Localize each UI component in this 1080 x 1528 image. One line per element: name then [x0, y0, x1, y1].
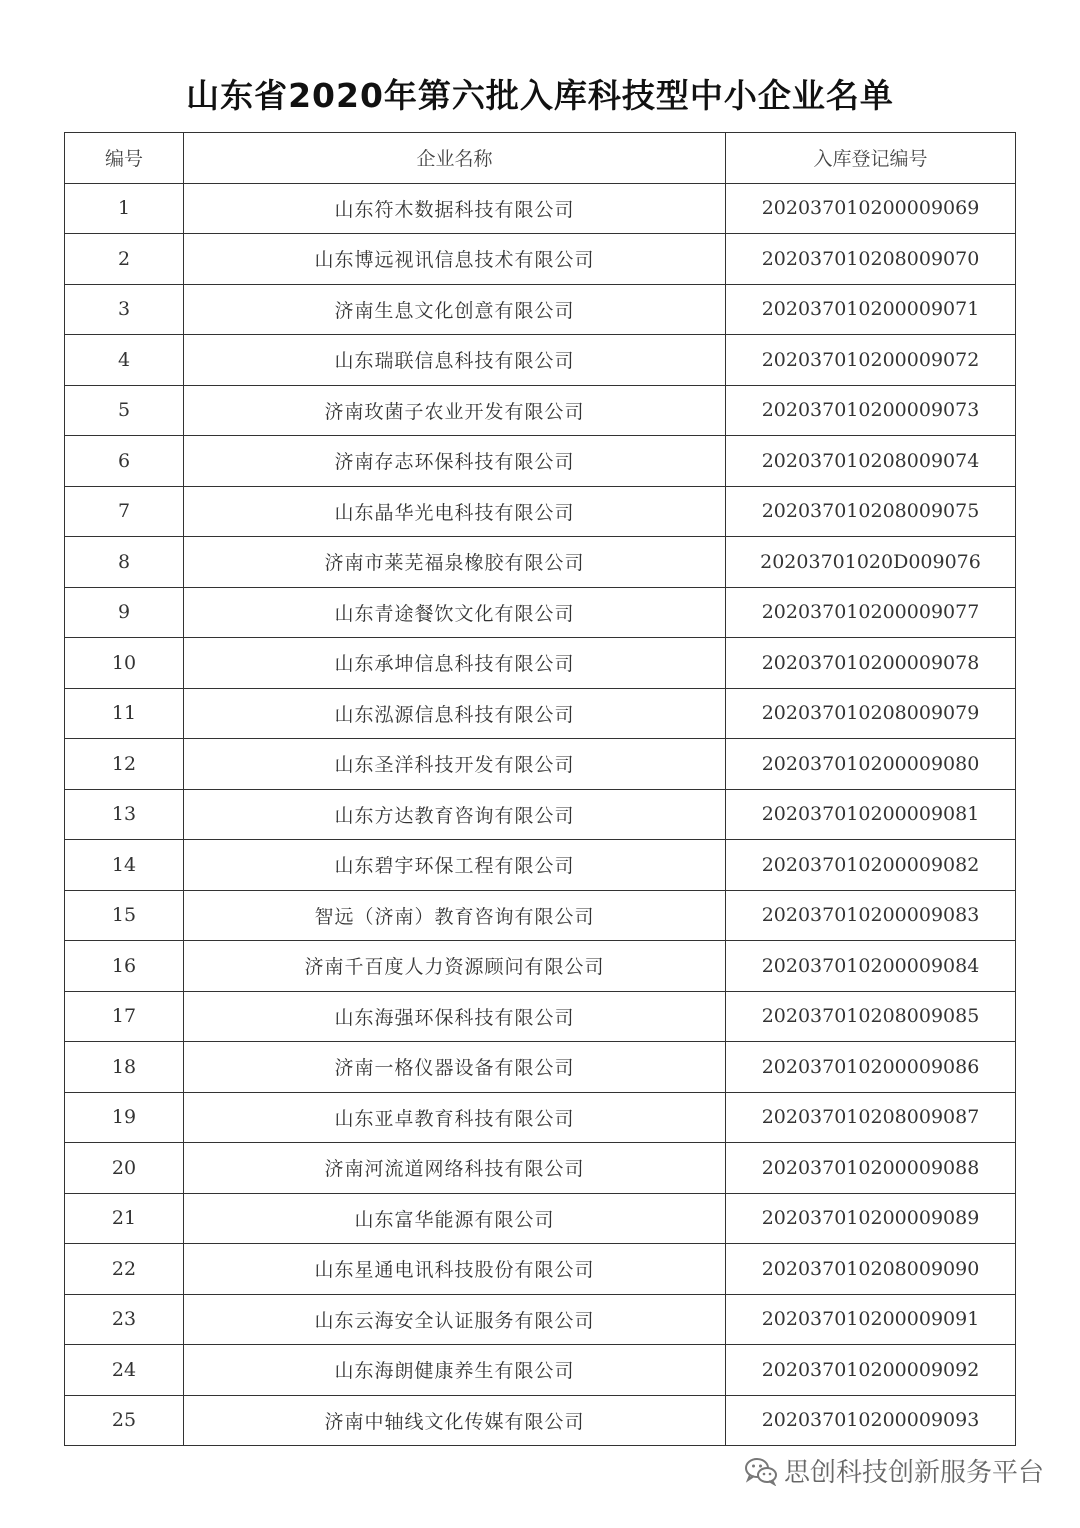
company-name: 山东承坤信息科技有限公司 [184, 638, 726, 689]
registration-number: 202037010200009083 [726, 890, 1016, 941]
table-row [65, 385, 1016, 436]
company-name: 山东亚卓教育科技有限公司 [184, 1092, 726, 1143]
row-number: 14 [65, 840, 184, 891]
row-number: 6 [65, 436, 184, 487]
registration-number: 202037010208009070 [726, 234, 1016, 285]
header-number: 编号 [65, 133, 184, 184]
company-name: 山东泓源信息科技有限公司 [184, 688, 726, 739]
registration-number: 202037010200009091 [726, 1294, 1016, 1345]
watermark-text: 思创科技创新服务平台 [783, 1458, 1044, 1488]
table-row [65, 234, 1016, 285]
registration-number: 202037010208009075 [726, 486, 1016, 537]
company-name: 山东海强环保科技有限公司 [184, 991, 726, 1042]
table-row [65, 789, 1016, 840]
company-name: 山东圣洋科技开发有限公司 [184, 739, 726, 790]
table-header-row [65, 133, 1016, 184]
table-row [65, 1092, 1016, 1143]
registration-number: 20203701020D009076 [726, 537, 1016, 588]
row-number: 10 [65, 638, 184, 689]
registration-number: 202037010200009086 [726, 1042, 1016, 1093]
table-row [65, 890, 1016, 941]
registration-number: 202037010200009077 [726, 587, 1016, 638]
company-name: 山东瑞联信息科技有限公司 [184, 335, 726, 386]
table-row [65, 941, 1016, 992]
row-number: 5 [65, 385, 184, 436]
registration-number: 202037010200009081 [726, 789, 1016, 840]
company-list-table [64, 132, 1016, 1446]
registration-number: 202037010208009079 [726, 688, 1016, 739]
row-number: 23 [65, 1294, 184, 1345]
company-name: 济南生息文化创意有限公司 [184, 284, 726, 335]
source-watermark [744, 1452, 1044, 1489]
company-name: 济南千百度人力资源顾问有限公司 [184, 941, 726, 992]
table-row [65, 638, 1016, 689]
table-row [65, 840, 1016, 891]
company-name: 济南中轴线文化传媒有限公司 [184, 1395, 726, 1446]
table-row [65, 1193, 1016, 1244]
row-number: 11 [65, 688, 184, 739]
table-row [65, 335, 1016, 386]
company-name: 山东海朗健康养生有限公司 [184, 1345, 726, 1396]
registration-number: 202037010200009082 [726, 840, 1016, 891]
registration-number: 202037010200009088 [726, 1143, 1016, 1194]
header-registration-number: 入库登记编号 [726, 133, 1016, 184]
table-row [65, 284, 1016, 335]
row-number: 9 [65, 587, 184, 638]
registration-number: 202037010200009080 [726, 739, 1016, 790]
row-number: 17 [65, 991, 184, 1042]
registration-number: 202037010200009072 [726, 335, 1016, 386]
table-row [65, 1042, 1016, 1093]
table-row [65, 183, 1016, 234]
row-number: 21 [65, 1193, 184, 1244]
registration-number: 202037010208009074 [726, 436, 1016, 487]
registration-number: 202037010200009089 [726, 1193, 1016, 1244]
row-number: 2 [65, 234, 184, 285]
registration-number: 202037010200009093 [726, 1395, 1016, 1446]
company-name: 山东云海安全认证服务有限公司 [184, 1294, 726, 1345]
company-name: 山东星通电讯科技股份有限公司 [184, 1244, 726, 1295]
table-row [65, 587, 1016, 638]
row-number: 1 [65, 183, 184, 234]
registration-number: 202037010208009087 [726, 1092, 1016, 1143]
wechat-icon [744, 1456, 778, 1486]
table-row [65, 436, 1016, 487]
company-name: 济南玫菌子农业开发有限公司 [184, 385, 726, 436]
company-name: 山东符木数据科技有限公司 [184, 183, 726, 234]
company-name: 山东晶华光电科技有限公司 [184, 486, 726, 537]
company-name: 山东青途餐饮文化有限公司 [184, 587, 726, 638]
company-name: 济南河流道网络科技有限公司 [184, 1143, 726, 1194]
row-number: 13 [65, 789, 184, 840]
row-number: 8 [65, 537, 184, 588]
row-number: 15 [65, 890, 184, 941]
row-number: 7 [65, 486, 184, 537]
table-row [65, 1294, 1016, 1345]
registration-number: 202037010200009084 [726, 941, 1016, 992]
row-number: 3 [65, 284, 184, 335]
row-number: 22 [65, 1244, 184, 1295]
row-number: 25 [65, 1395, 184, 1446]
row-number: 12 [65, 739, 184, 790]
table-row [65, 688, 1016, 739]
table-row [65, 1143, 1016, 1194]
table-row [65, 486, 1016, 537]
table-row [65, 537, 1016, 588]
company-name: 济南一格仪器设备有限公司 [184, 1042, 726, 1093]
registration-number: 202037010200009078 [726, 638, 1016, 689]
table-row [65, 1345, 1016, 1396]
row-number: 4 [65, 335, 184, 386]
registration-number: 202037010208009090 [726, 1244, 1016, 1295]
company-name: 山东富华能源有限公司 [184, 1193, 726, 1244]
table-row [65, 1244, 1016, 1295]
registration-number: 202037010200009092 [726, 1345, 1016, 1396]
registration-number: 202037010200009071 [726, 284, 1016, 335]
table-row [65, 1395, 1016, 1446]
header-company-name: 企业名称 [184, 133, 726, 184]
company-name: 山东博远视讯信息技术有限公司 [184, 234, 726, 285]
table-row [65, 739, 1016, 790]
page-title: 山东省2020年第六批入库科技型中小企业名单 [186, 76, 894, 115]
registration-number: 202037010208009085 [726, 991, 1016, 1042]
company-name: 济南存志环保科技有限公司 [184, 436, 726, 487]
company-name: 山东碧宇环保工程有限公司 [184, 840, 726, 891]
registration-number: 202037010200009073 [726, 385, 1016, 436]
row-number: 19 [65, 1092, 184, 1143]
row-number: 20 [65, 1143, 184, 1194]
registration-number: 202037010200009069 [726, 183, 1016, 234]
company-name: 山东方达教育咨询有限公司 [184, 789, 726, 840]
row-number: 24 [65, 1345, 184, 1396]
row-number: 16 [65, 941, 184, 992]
row-number: 18 [65, 1042, 184, 1093]
company-name: 智远（济南）教育咨询有限公司 [184, 890, 726, 941]
company-name: 济南市莱芜福泉橡胶有限公司 [184, 537, 726, 588]
table-row [65, 991, 1016, 1042]
